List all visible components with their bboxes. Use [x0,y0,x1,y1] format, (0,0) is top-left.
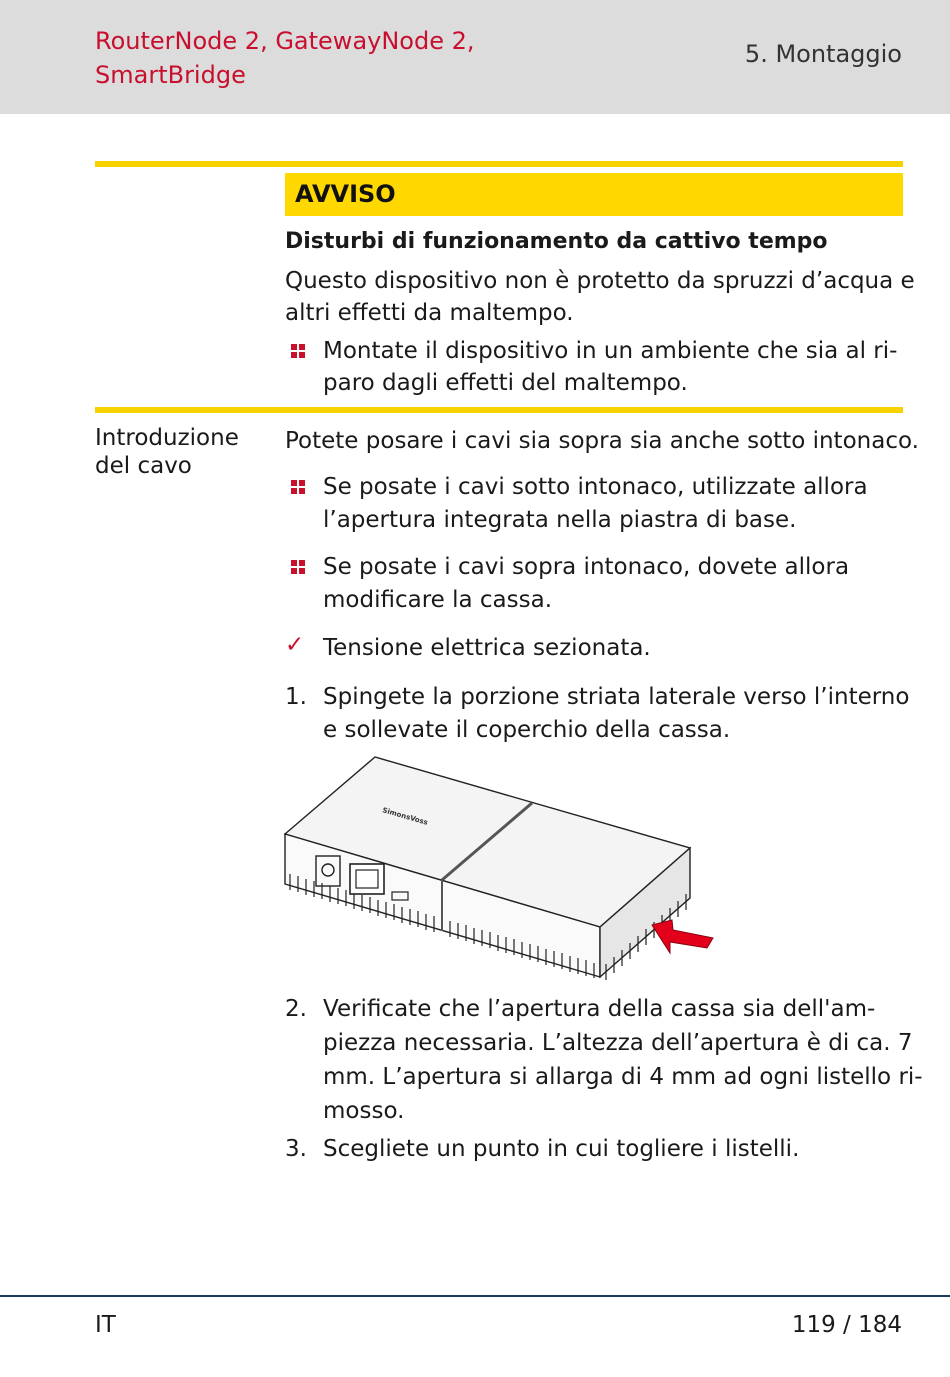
side-label-line1: Introduzione [95,425,239,451]
notice-heading: Disturbi di funzionamento da cattivo tempo [285,229,828,254]
side-label-line2: del cavo [95,453,192,479]
step1-line2: e sollevate il coperchio della cassa. [323,717,731,743]
step2-line1: Verificate che l’apertura della cassa sia dell'am- [323,996,876,1022]
document-title-line1: RouterNode 2, GatewayNode 2, [95,27,475,55]
notice-label: AVVISO [295,180,396,208]
bullet1-line2: l’apertura integrata nella piastra di base. [323,507,797,533]
bullet2-line2: modificare la cassa. [323,587,553,613]
step2-line4: mosso. [323,1098,405,1124]
notice-bullet-line2: paro dagli effetti del maltempo. [323,370,688,396]
precondition-text: Tensione elettrica sezionata. [323,635,651,661]
notice-top-rule [95,161,903,167]
bullet-icon [291,480,305,494]
step2-number: 2. [285,996,307,1022]
step3-number: 3. [285,1136,307,1162]
notice-body-line1: Questo dispositivo non è protetto da spruzzi d’acqua e [285,268,915,294]
page-number: 119 / 184 [791,1312,902,1338]
notice-bottom-rule [95,407,903,413]
step2-line3: mm. L’apertura si allarga di 4 mm ad ogni listello ri- [323,1064,923,1090]
device-logo: SimonsVoss [381,806,429,827]
step3-text: Scegliete un punto in cui togliere i listelli. [323,1136,800,1162]
step1-number: 1. [285,684,307,710]
section-intro: Potete posare i cavi sia sopra sia anche sotto intonaco. [285,428,919,454]
language-code: IT [95,1312,116,1338]
document-title [95,24,515,92]
footer-rule [0,1295,950,1297]
step2-line2: piezza necessaria. L’altezza dell’apertura è di ca. 7 [323,1030,913,1056]
device-illustration [280,752,720,988]
bullet-icon [291,344,305,358]
page-header [0,0,950,114]
step1-line1: Spingete la porzione striata laterale verso l’interno [323,684,910,710]
side-label [95,424,265,480]
bullet-icon [291,560,305,574]
bullet1-line1: Se posate i cavi sotto intonaco, utilizzate allora [323,474,868,500]
chapter-title: 5. Montaggio [744,40,902,68]
notice-bullet-line1: Montate il dispositivo in un ambiente che sia al ri- [323,338,898,364]
document-title-line2: SmartBridge [95,61,246,89]
checkmark-icon: ✓ [285,632,305,658]
notice-label-bar [285,173,903,216]
bullet2-line1: Se posate i cavi sopra intonaco, dovete allora [323,554,850,580]
notice-body-line2: altri effetti da maltempo. [285,300,574,326]
